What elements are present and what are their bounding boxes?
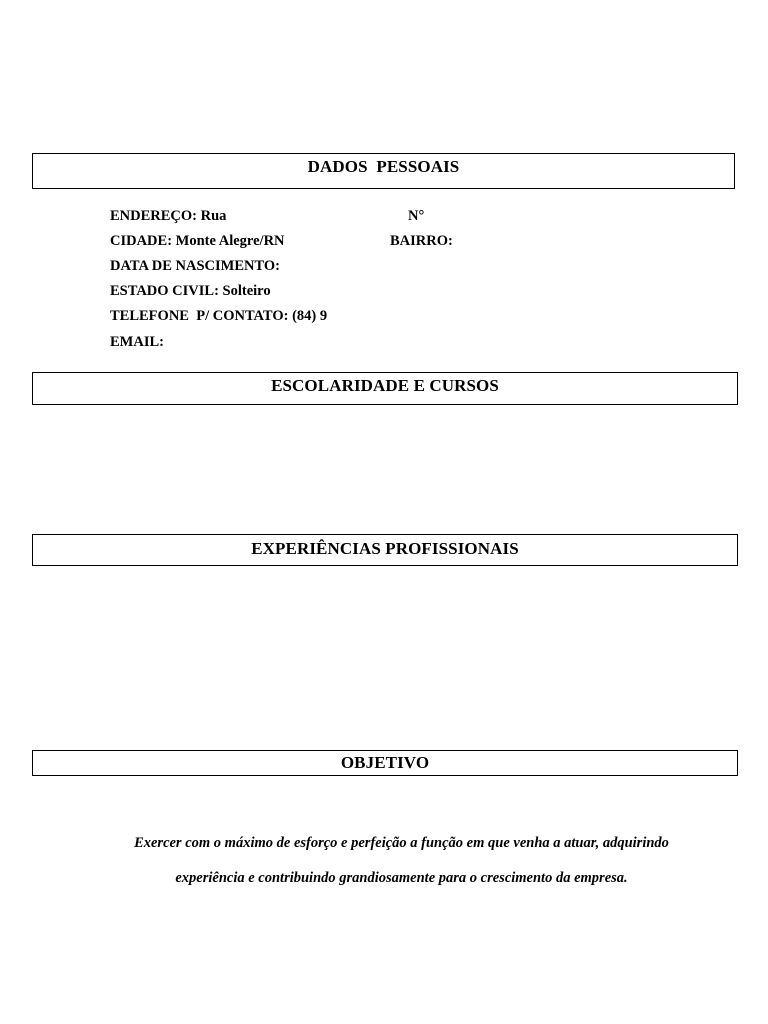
section-title-dados-pessoais: DADOS PESSOAIS (307, 157, 460, 176)
field-numero: N° (408, 208, 425, 224)
section-header-escolaridade (32, 372, 738, 405)
field-bairro: BAIRRO: (390, 233, 453, 249)
section-title-experiencias: EXPERIÊNCIAS PROFISSIONAIS (251, 539, 519, 558)
field-email: EMAIL: (110, 334, 164, 350)
field-endereco: ENDEREÇO: Rua (110, 208, 227, 224)
field-estado-civil: ESTADO CIVIL: Solteiro (110, 283, 271, 299)
objective-text-line-1: Exercer com o máximo de esforço e perfeição a função em que venha a atuar, adquirindo (134, 835, 669, 851)
field-telefone: TELEFONE P/ CONTATO: (84) 9 (110, 308, 328, 324)
field-data-nascimento: DATA DE NASCIMENTO: (110, 258, 280, 274)
section-header-objetivo (32, 750, 738, 776)
section-header-experiencias (32, 534, 738, 566)
objective-text-line-2: experiência e contribuindo grandiosamente para o crescimento da empresa. (175, 870, 628, 886)
section-title-objetivo: OBJETIVO (340, 753, 430, 772)
field-cidade: CIDADE: Monte Alegre/RN (110, 233, 285, 249)
section-header-dados-pessoais (32, 153, 735, 189)
section-title-escolaridade: ESCOLARIDADE E CURSOS (271, 375, 499, 395)
